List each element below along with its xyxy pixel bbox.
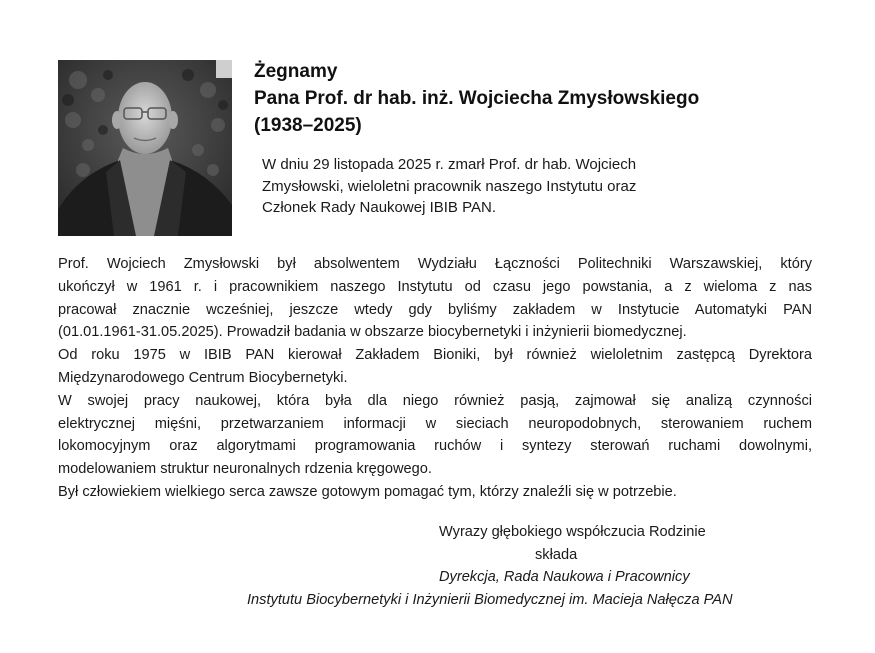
condolence-verb: składa	[535, 546, 578, 563]
body-line: lokomocyjnym oraz algorytmami programowania ruchów i syntezy sterowań ruchami dowolnymi,	[58, 438, 812, 455]
condolence-line: Wyrazy głębokiego współczucia Rodzinie	[439, 524, 706, 540]
intro-line: Zmysłowski, wieloletni pracownik naszego Instytutu oraz	[262, 177, 637, 195]
institute-name: Instytutu Biocybernetyki i Inżynierii Biomedycznej im. Macieja Nałęcza PAN	[247, 591, 733, 608]
condolence-signature	[240, 521, 816, 611]
biography-text	[58, 253, 812, 504]
body-line: Od roku 1975 w IBIB PAN kierował Zakładem Bioniki, był również wieloletnim zastępcą Dyrektora	[58, 347, 812, 364]
body-line: elektrycznej mięśni, przetwarzaniem informacji w sieciach neuropodobnych, sterowaniem ruchem	[58, 415, 812, 432]
obituary-title	[254, 58, 699, 139]
title-name: Pana Prof. dr hab. inż. Wojciecha Zmysłowskiego	[254, 88, 700, 109]
intro-line: W dniu 29 listopada 2025 r. zmarł Prof. dr hab. Wojciech	[262, 156, 637, 173]
body-line: W swojej pracy naukowej, która była dla niego również pasją, zajmował się analizą czynności	[58, 392, 812, 409]
title-farewell: Żegnamy	[254, 61, 338, 82]
intro-line: Członek Rady Naukowej IBIB PAN.	[262, 199, 496, 216]
body-line: Był człowiekiem wielkiego serca zawsze gotowym pomagać tym, którzy znaleźli się w potrzebie.	[58, 483, 677, 500]
body-line: (01.01.1961-31.05.2025). Prowadził badania w obszarze biocybernetyki i inżynierii biomedycznej.	[58, 324, 687, 341]
body-line: pracował znacznie wcześniej, jeszcze wtedy gdy byliśmy zakładem w Instytucie Automatyki PAN	[58, 301, 812, 318]
signatories: Dyrekcja, Rada Naukowa i Pracownicy	[439, 569, 690, 585]
portrait-image	[58, 60, 232, 236]
body-line: modelowaniem struktur neuronalnych rdzenia kręgowego.	[58, 461, 432, 478]
title-years: (1938–2025)	[254, 115, 362, 136]
body-line: Międzynarodowego Centrum Biocybernetyki.	[58, 369, 348, 386]
body-line: Prof. Wojciech Zmysłowski był absolwentem Wydziału Łączności Politechniki Warszawskiej, który	[58, 256, 812, 272]
intro-paragraph	[262, 154, 636, 219]
portrait-photo	[58, 60, 232, 236]
body-line: ukończył w 1961 r. i pracownikiem naszego Instytutu od czasu jego powstania, a z wieloma z nas	[58, 278, 812, 295]
